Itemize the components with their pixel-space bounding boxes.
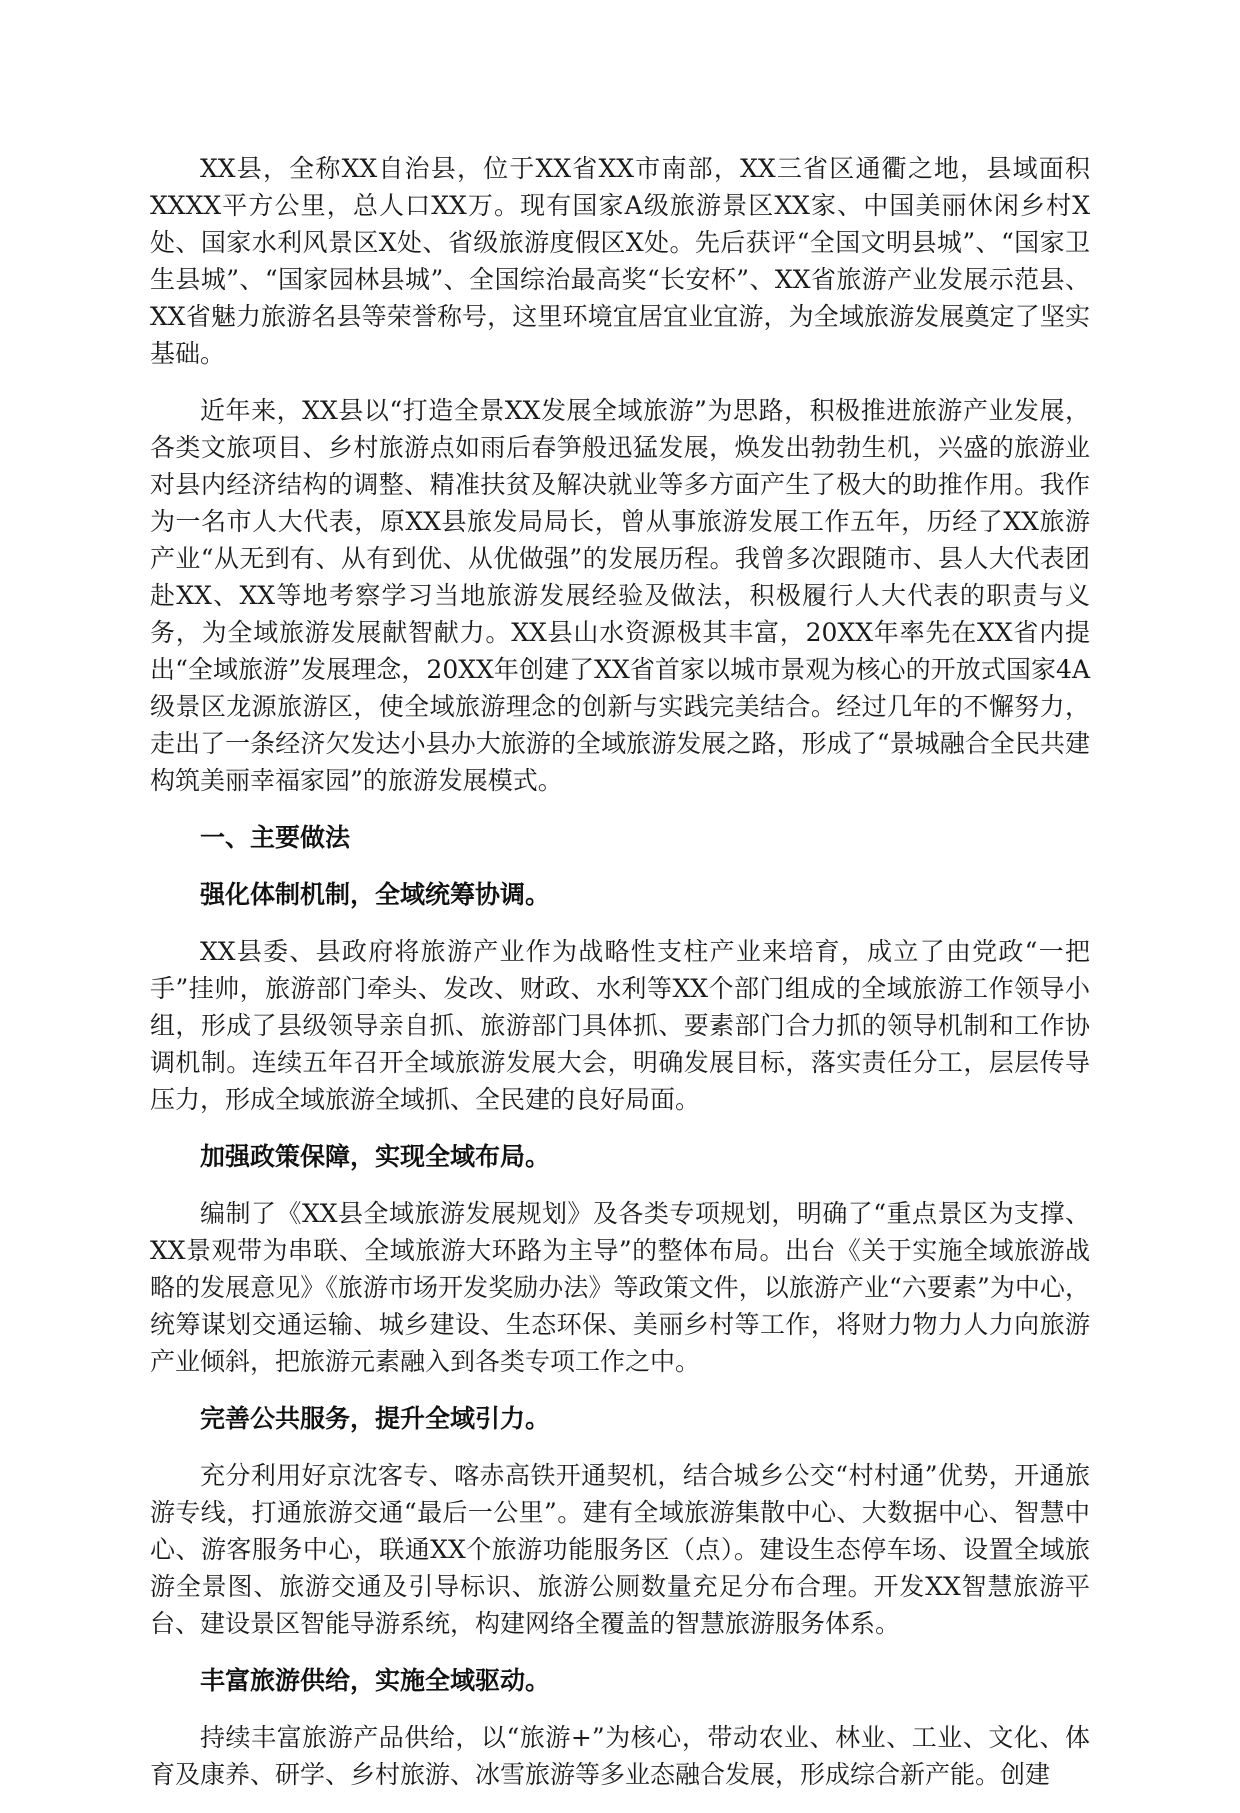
institutional-mechanism-paragraph: XX县委、县政府将旅游产业作为战略性支柱产业来培育，成立了由党政“一把手”挂帅，旅游部门牵头、发改、财政、水利等XX个部门组成的全域旅游工作领导小组，形成了县级领导亲自抓、旅游部门具体抓、要素部门合力抓的领导机制和工作协调机制。连续五年召开全域旅游发展大会，明确发展目标，落实责任分工，层层传导压力，形成全域旅游全域抓、全民建的良好局面。 bbox=[150, 937, 1090, 1114]
subhead-policy-guarantee: 加强政策保障，实现全域布局。 bbox=[200, 1142, 551, 1171]
public-services-paragraph: 充分利用好京沈客专、喀赤高铁开通契机，结合城乡公交“村村通”优势，开通旅游专线，打通旅游交通“最后一公里”。建有全域旅游集散中心、大数据中心、智慧中心、游客服务中心，联通XX个旅游功能服务区（点）。建设生态停车场、设置全域旅游全景图、旅游交通及引导标识、旅游公厕数量充足分布合理。开发XX智慧旅游平台、建设景区智能导游系统，构建网络全覆盖的智慧旅游服务体系。 bbox=[150, 1461, 1090, 1638]
intro-paragraph: XX县，全称XX自治县，位于XX省XX市南部，XX三省区通衢之地，县域面积XXXX平方公里，总人口XX万。现有国家A级旅游景区XX家、中国美丽休闲乡村X处、国家水利风景区X处、省级旅游度假区X处。先后获评“全国文明县城”、“国家卫生县城”、“国家园林县城”、全国综治最高奖“长安杯”、XX省旅游产业发展示范县、XX省魅力旅游名县等荣誉称号，这里环境宜居宜业宜游，为全域旅游发展奠定了坚实基础。 bbox=[150, 154, 1090, 368]
document-page bbox=[150, 150, 1090, 1813]
section-title-main-practices: 一、主要做法 bbox=[200, 823, 351, 852]
subhead-public-services: 完善公共服务，提升全域引力。 bbox=[200, 1404, 551, 1433]
subhead-institutional-mechanism: 强化体制机制，全域统筹协调。 bbox=[200, 880, 551, 909]
background-paragraph: 近年来，XX县以“打造全景XX发展全域旅游”为思路，积极推进旅游产业发展，各类文旅项目、乡村旅游点如雨后春笋般迅猛发展，焕发出勃勃生机，兴盛的旅游业对县内经济结构的调整、精准扶贫及解决就业等多方面产生了极大的助推作用。我作为一名市人大代表，原XX县旅发局局长，曾从事旅游发展工作五年，历经了XX旅游产业“从无到有、从有到优、从优做强”的发展历程。我曾多次跟随市、县人大代表团赴XX、XX等地考察学习当地旅游发展经验及做法，积极履行人大代表的职责与义务，为全域旅游发展献智献力。XX县山水资源极其丰富，20XX年率先在XX省内提出“全域旅游”发展理念，20XX年创建了XX省首家以城市景观为核心的开放式国家4A级景区龙源旅游区，使全域旅游理念的创新与实践完美结合。经过几年的不懈努力，走出了一条经济欠发达小县办大旅游的全域旅游发展之路，形成了“景城融合全民共建构筑美丽幸福家园”的旅游发展模式。 bbox=[150, 396, 1090, 795]
subhead-tourism-supply: 丰富旅游供给，实施全域驱动。 bbox=[200, 1666, 551, 1695]
policy-guarantee-paragraph: 编制了《XX县全域旅游发展规划》及各类专项规划，明确了“重点景区为支撑、XX景观带为串联、全域旅游大环路为主导”的整体布局。出台《关于实施全域旅游战略的发展意见》《旅游市场开发奖励办法》等政策文件，以旅游产业“六要素”为中心，统筹谋划交通运输、城乡建设、生态环保、美丽乡村等工作，将财力物力人力向旅游产业倾斜，把旅游元素融入到各类专项工作之中。 bbox=[150, 1199, 1090, 1376]
tourism-supply-paragraph: 持续丰富旅游产品供给，以“旅游+”为核心，带动农业、林业、工业、文化、体育及康养、研学、乡村旅游、冰雪旅游等多业态融合发展，形成综合新产能。创建 bbox=[150, 1723, 1090, 1789]
